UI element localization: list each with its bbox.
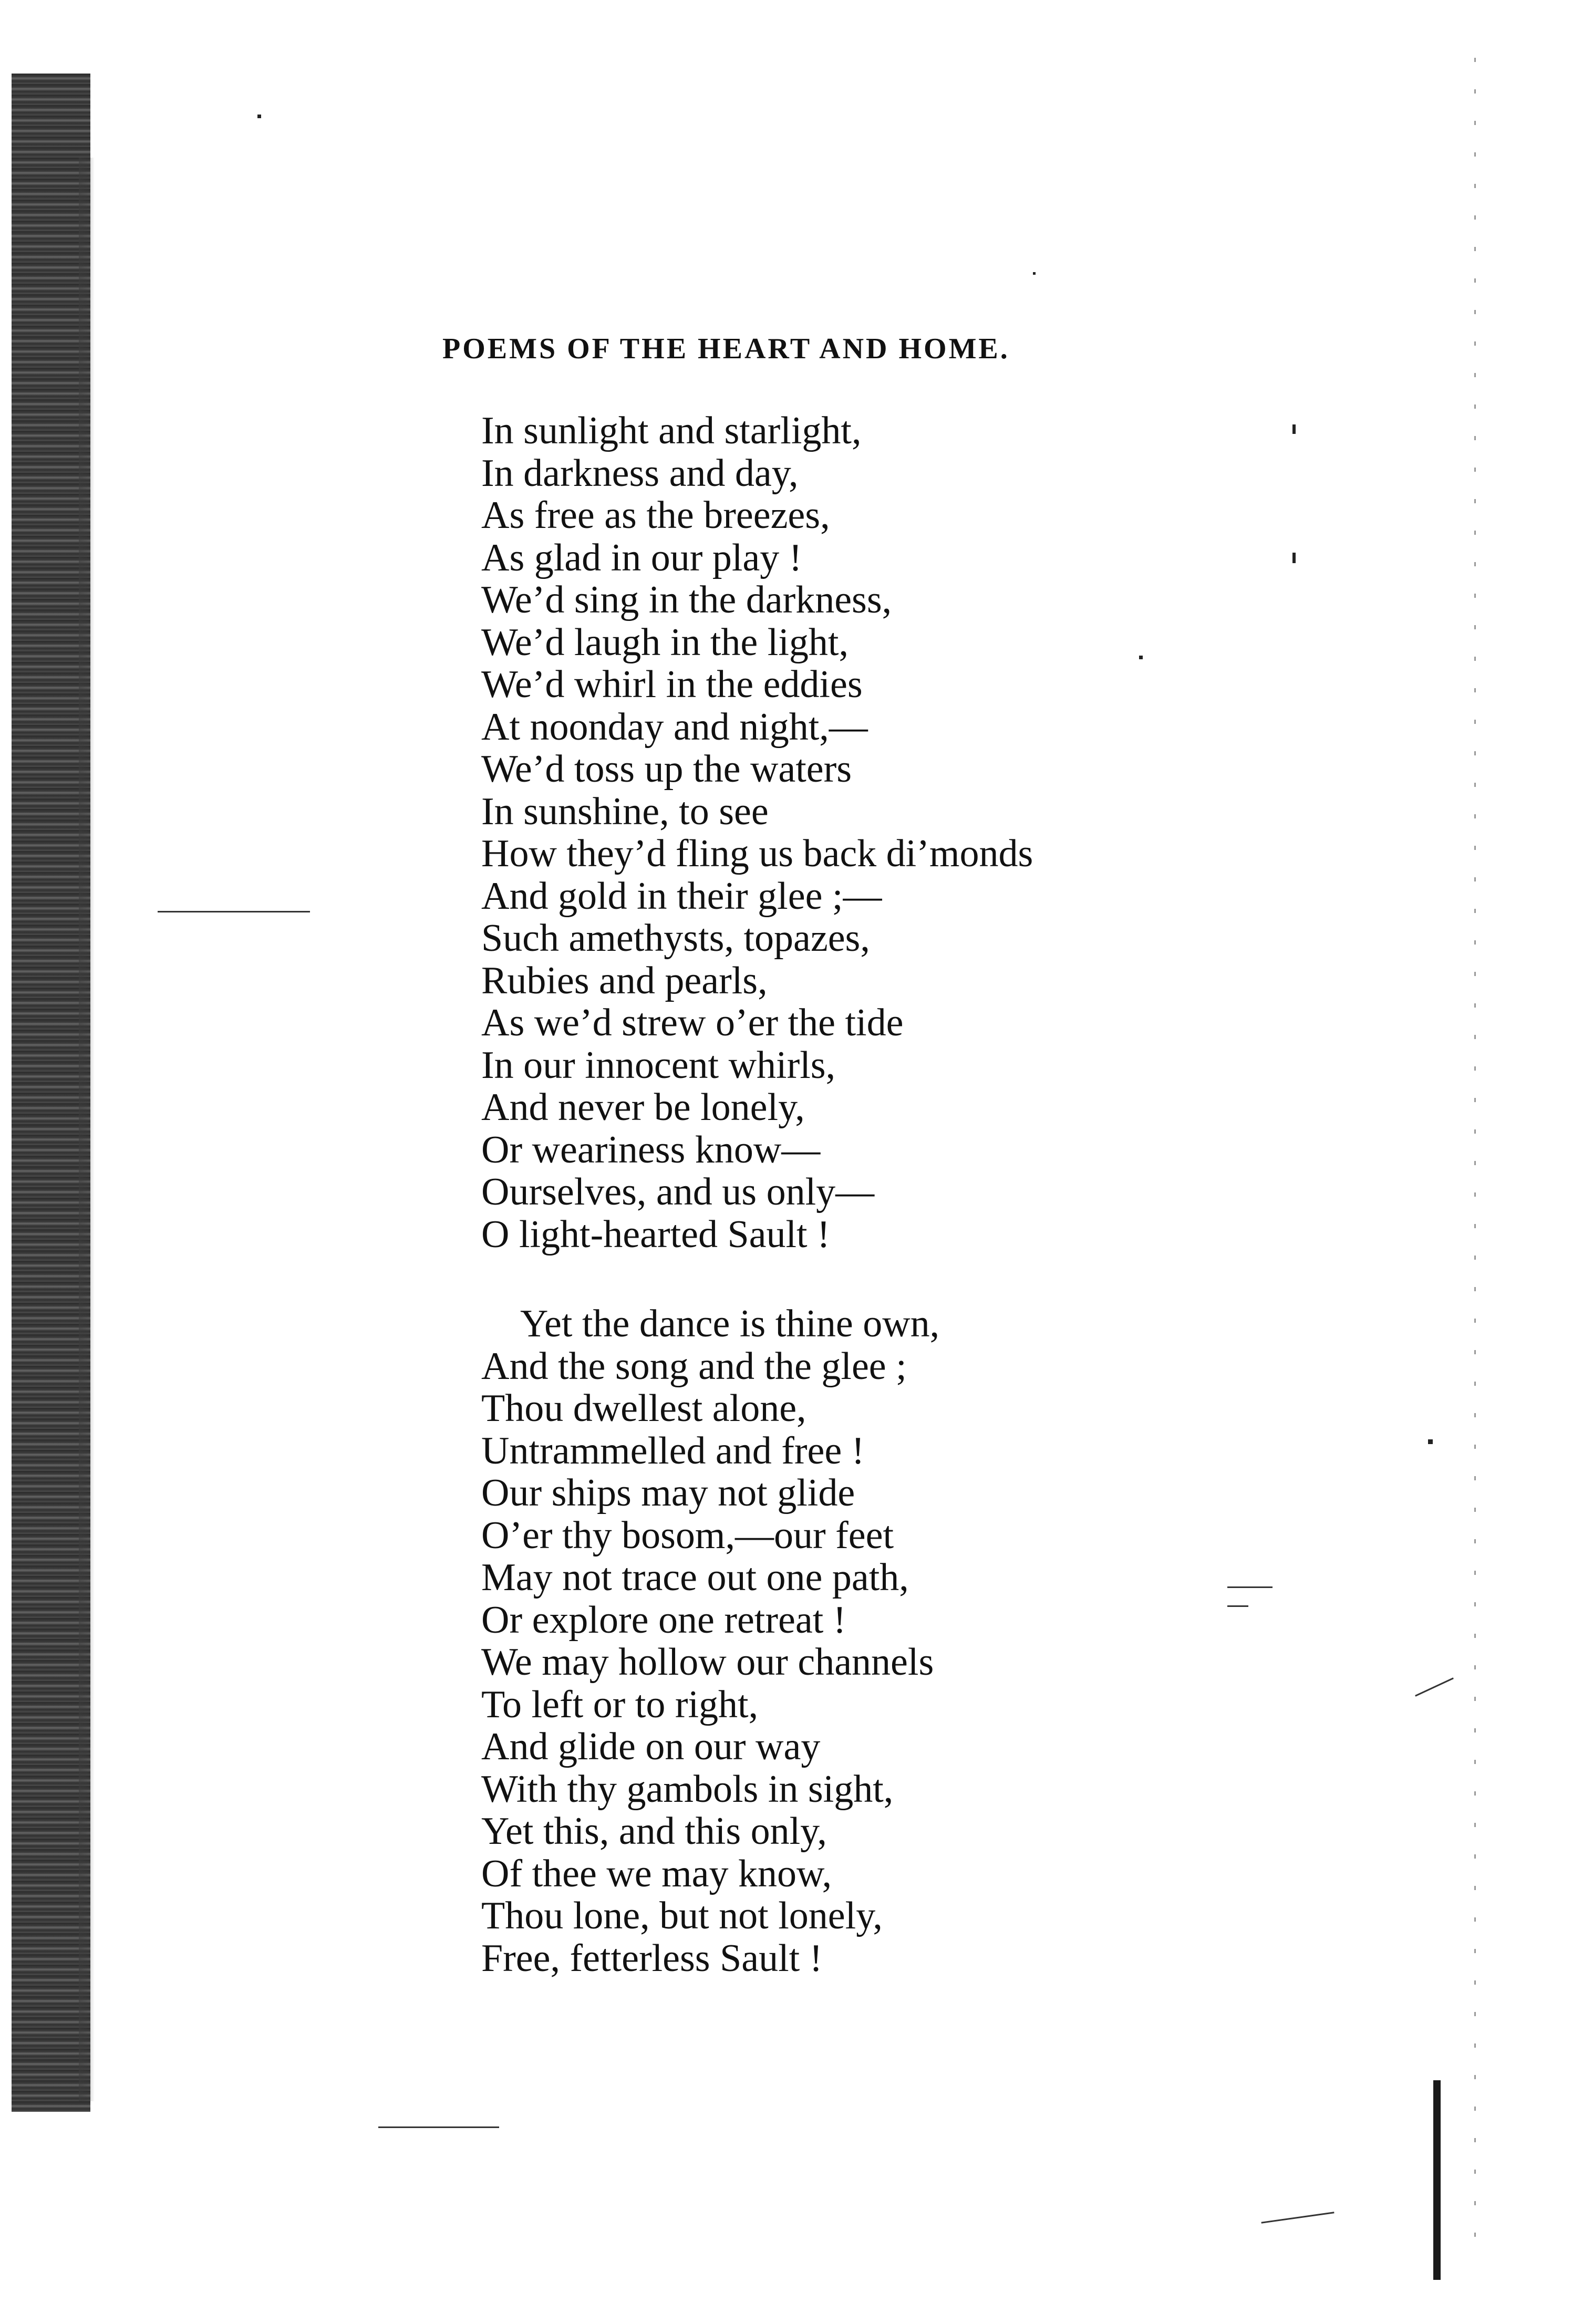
verse-line: At noonday and night,— xyxy=(481,705,868,749)
binding-shadow xyxy=(79,158,95,2101)
stanza-2 xyxy=(481,1303,1217,1979)
scan-dash-mark xyxy=(1261,2212,1334,2223)
scan-dash-mark xyxy=(378,2126,499,2128)
scan-speck xyxy=(1292,424,1296,434)
verse-line: Or explore one retreat ! xyxy=(481,1598,846,1642)
verse-line: Such amethysts, topazes, xyxy=(481,917,870,960)
right-edge-scan xyxy=(1433,2080,1441,2280)
scan-speck xyxy=(1033,272,1036,275)
verse-line: We’d laugh in the light, xyxy=(481,620,849,664)
verse-line: Rubies and pearls, xyxy=(481,959,768,1002)
scan-dash-mark xyxy=(1415,1677,1454,1697)
running-head: POEMS OF THE HEART AND HOME. xyxy=(442,333,1010,365)
verse-line: We may hollow our channels xyxy=(481,1641,934,1684)
scan-speck xyxy=(1292,553,1296,563)
verse-line: In darkness and day, xyxy=(481,451,799,495)
verse-line: And never be lonely, xyxy=(481,1086,805,1129)
verse-line: In our innocent whirls, xyxy=(481,1043,836,1087)
verse-line: Ourselves, and us only— xyxy=(481,1170,875,1213)
verse-line: Of thee we may know, xyxy=(481,1852,832,1895)
verse-line: We’d toss up the waters xyxy=(481,748,852,791)
verse-line: And gold in their glee ;— xyxy=(481,874,882,918)
verse-line: O light-hearted Sault ! xyxy=(481,1212,830,1256)
verse-line: May not trace out one path, xyxy=(481,1556,909,1599)
verse-line: Yet this, and this only, xyxy=(481,1810,827,1853)
verse-line: Thou lone, but not lonely, xyxy=(481,1894,883,1937)
scan-dash-mark xyxy=(158,911,310,912)
verse-line: Or weariness know— xyxy=(481,1128,821,1171)
right-margin-scan-line xyxy=(1474,58,1476,2264)
verse-line: Untrammelled and free ! xyxy=(481,1429,865,1472)
verse-line-indented: Yet the dance is thine own, xyxy=(520,1302,940,1345)
verse-line: Free, fetterless Sault ! xyxy=(481,1936,823,1980)
verse-line: With thy gambols in sight, xyxy=(481,1767,894,1811)
verse-line: Thou dwellest alone, xyxy=(481,1387,806,1430)
stanza-1 xyxy=(481,410,1217,1256)
verse-line: In sunshine, to see xyxy=(481,790,769,833)
verse-line: As free as the breezes, xyxy=(481,494,830,537)
scan-dash-mark xyxy=(1227,1605,1248,1607)
verse-line: As we’d strew o’er the tide xyxy=(481,1001,904,1044)
verse-line: To left or to right, xyxy=(481,1683,759,1726)
verse-line: We’d whirl in the eddies xyxy=(481,663,863,706)
scan-dash-mark xyxy=(1227,1586,1273,1588)
verse-line: And the song and the glee ; xyxy=(481,1344,907,1388)
verse-line: And glide on our way xyxy=(481,1725,821,1768)
scan-speck xyxy=(257,115,261,118)
verse-line: In sunlight and starlight, xyxy=(481,409,862,452)
verse-line: Our ships may not glide xyxy=(481,1471,855,1514)
verse-line: How they’d fling us back di’monds xyxy=(481,832,1033,875)
verse-line: We’d sing in the darkness, xyxy=(481,578,892,621)
verse-line: O’er thy bosom,—our feet xyxy=(481,1513,894,1557)
verse-line: As glad in our play ! xyxy=(481,536,802,579)
scan-speck xyxy=(1428,1439,1433,1444)
